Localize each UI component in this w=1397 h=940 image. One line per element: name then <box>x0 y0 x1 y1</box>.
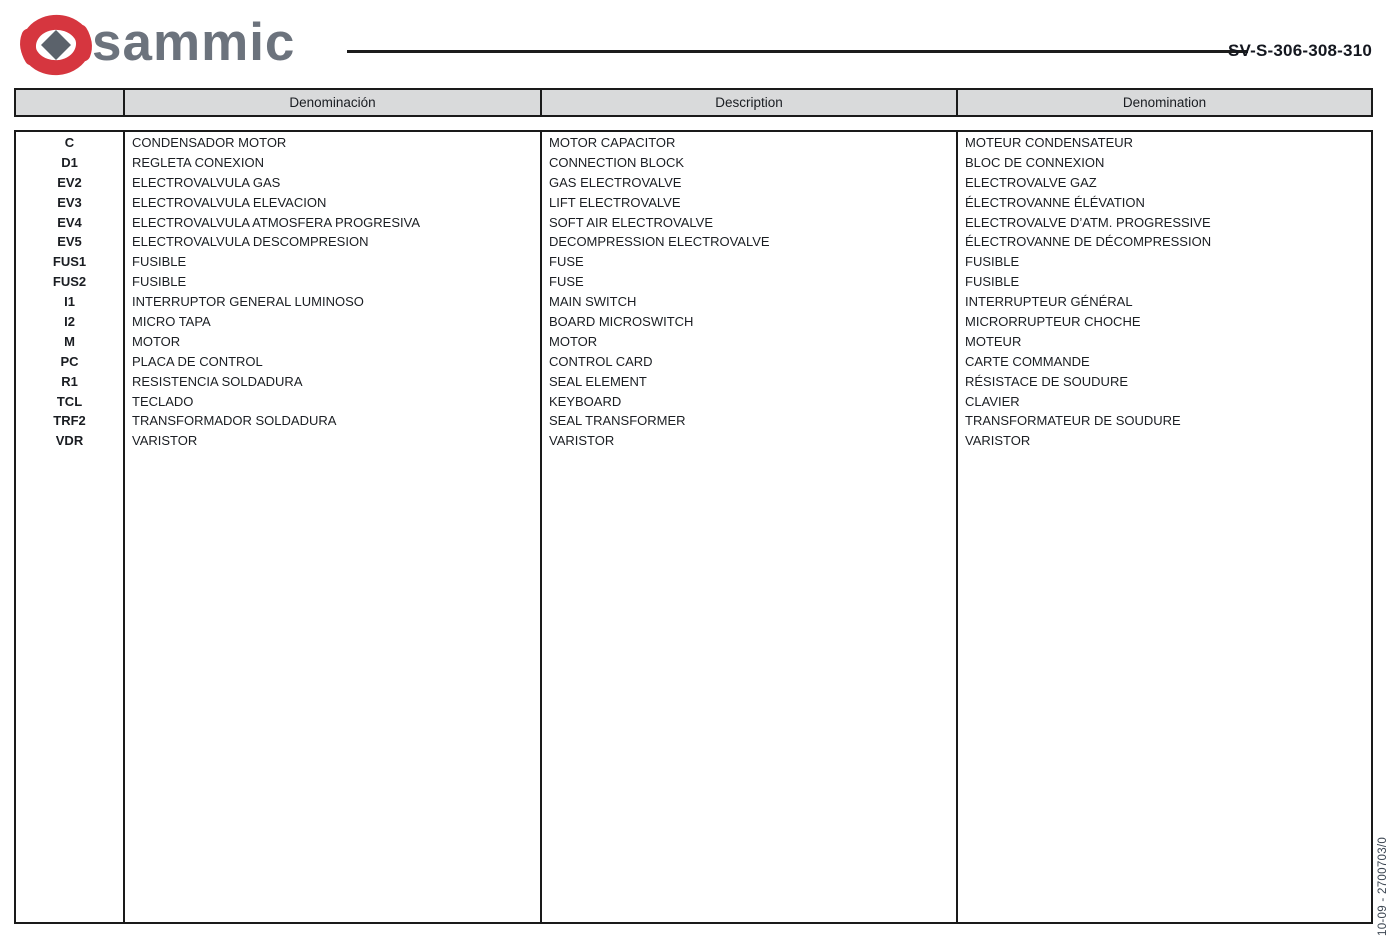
table-cell-code: R1 <box>61 373 78 389</box>
table-cell-fr: MOTEUR CONDENSATEUR <box>965 135 1134 150</box>
parts-table <box>14 130 1373 924</box>
table-cell-en: FUSE <box>549 274 584 290</box>
table-cell-fr: ÉLECTROVANNE ÉLÉVATION <box>965 194 1145 210</box>
column-english <box>540 132 956 922</box>
header-cell-description: Description <box>540 90 956 115</box>
table-cell-fr: VARISTOR <box>965 433 1031 449</box>
header-cell-denominacion: Denominación <box>123 90 540 115</box>
table-cell-code: M <box>64 333 75 349</box>
page-header <box>0 0 1397 86</box>
table-cell-fr: MICRORRUPTEUR CHOCHE <box>965 314 1141 330</box>
table-cell-fr: ÉLECTROVANNE DE DÉCOMPRESSION <box>965 234 1212 250</box>
header-rule <box>347 50 1248 53</box>
table-cell-en: DECOMPRESSION ELECTROVALVE <box>549 234 770 250</box>
table-cell-es: MICRO TAPA <box>132 314 211 330</box>
column-spanish <box>123 132 540 922</box>
header-cell-denomination: Denomination <box>956 90 1371 115</box>
sammic-logo-icon <box>12 10 100 80</box>
table-cell-code: FUS1 <box>52 254 87 270</box>
table-cell-es: ELECTROVALVULA GAS <box>132 174 281 190</box>
table-cell-es: ELECTROVALVULA DESCOMPRESION <box>132 234 369 250</box>
table-cell-code: EV4 <box>57 214 82 230</box>
table-cell-code: D1 <box>61 154 78 170</box>
table-cell-code: I2 <box>64 314 75 330</box>
diamond-icon <box>41 30 71 60</box>
document-code: SV-S-306-308-310 <box>1227 41 1372 60</box>
table-cell-es: MOTOR <box>132 333 181 349</box>
table-cell-es: REGLETA CONEXION <box>132 154 264 170</box>
table-cell-en: MOTOR <box>549 333 598 349</box>
table-cell-fr: FUSIBLE <box>965 254 1020 270</box>
table-cell-code: TCL <box>56 393 83 409</box>
table-cell-code: EV5 <box>57 234 82 250</box>
table-cell-fr: BLOC DE CONNEXION <box>965 154 1105 170</box>
table-cell-fr: ELECTROVALVE D’ATM. PROGRESSIVE <box>965 214 1211 230</box>
table-cell-fr: TRANSFORMATEUR DE SOUDURE <box>965 413 1181 429</box>
table-cell-en: CONTROL CARD <box>549 353 653 369</box>
table-header-row <box>14 88 1373 117</box>
table-cell-en: GAS ELECTROVALVE <box>549 174 682 190</box>
footer-reference: 10-09 - 2700703/0 <box>1377 836 1389 936</box>
table-cell-code: I1 <box>64 294 75 310</box>
table-cell-es: FUSIBLE <box>132 274 187 290</box>
table-cell-fr: ELECTROVALVE GAZ <box>965 174 1097 190</box>
table-cell-en: SOFT AIR ELECTROVALVE <box>549 214 713 230</box>
column-codes <box>16 132 123 922</box>
table-cell-en: VARISTOR <box>549 433 615 449</box>
table-cell-en: KEYBOARD <box>549 393 622 409</box>
table-cell-fr: CLAVIER <box>965 393 1020 409</box>
table-cell-en: MOTOR CAPACITOR <box>549 135 676 150</box>
table-cell-fr: RÉSISTACE DE SOUDURE <box>965 373 1129 389</box>
brand-wordmark: sammic <box>92 13 296 72</box>
table-cell-en: FUSE <box>549 254 584 270</box>
table-cell-es: TECLADO <box>132 393 194 409</box>
table-cell-es: CONDENSADOR MOTOR <box>132 135 287 150</box>
table-cell-es: PLACA DE CONTROL <box>132 353 263 369</box>
table-cell-es: RESISTENCIA SOLDADURA <box>132 373 303 389</box>
table-cell-es: VARISTOR <box>132 433 198 449</box>
table-cell-es: TRANSFORMADOR SOLDADURA <box>132 413 337 429</box>
table-cell-en: MAIN SWITCH <box>549 294 637 310</box>
table-cell-fr: CARTE COMMANDE <box>965 353 1090 369</box>
table-cell-es: FUSIBLE <box>132 254 187 270</box>
table-cell-code: FUS2 <box>52 274 87 290</box>
table-cell-en: BOARD MICROSWITCH <box>549 314 694 330</box>
table-cell-code: EV3 <box>57 194 82 210</box>
table-cell-en: LIFT ELECTROVALVE <box>549 194 681 210</box>
table-cell-es: ELECTROVALVULA ATMOSFERA PROGRESIVA <box>132 214 421 230</box>
table-cell-fr: FUSIBLE <box>965 274 1020 290</box>
table-cell-fr: INTERRUPTEUR GÉNÉRAL <box>965 294 1133 310</box>
table-cell-es: ELECTROVALVULA ELEVACION <box>132 194 327 210</box>
table-cell-en: CONNECTION BLOCK <box>549 154 685 170</box>
header-cell-code <box>16 90 123 115</box>
table-cell-code: VDR <box>55 433 84 449</box>
table-cell-code: PC <box>60 353 79 369</box>
column-french <box>956 132 1371 922</box>
table-cell-code: C <box>64 135 75 150</box>
table-cell-code: TRF2 <box>53 413 86 429</box>
table-cell-en: SEAL TRANSFORMER <box>549 413 686 429</box>
table-cell-en: SEAL ELEMENT <box>549 373 647 389</box>
table-cell-code: EV2 <box>57 174 82 190</box>
table-cell-es: INTERRUPTOR GENERAL LUMINOSO <box>132 294 364 310</box>
table-cell-fr: MOTEUR <box>965 333 1022 349</box>
